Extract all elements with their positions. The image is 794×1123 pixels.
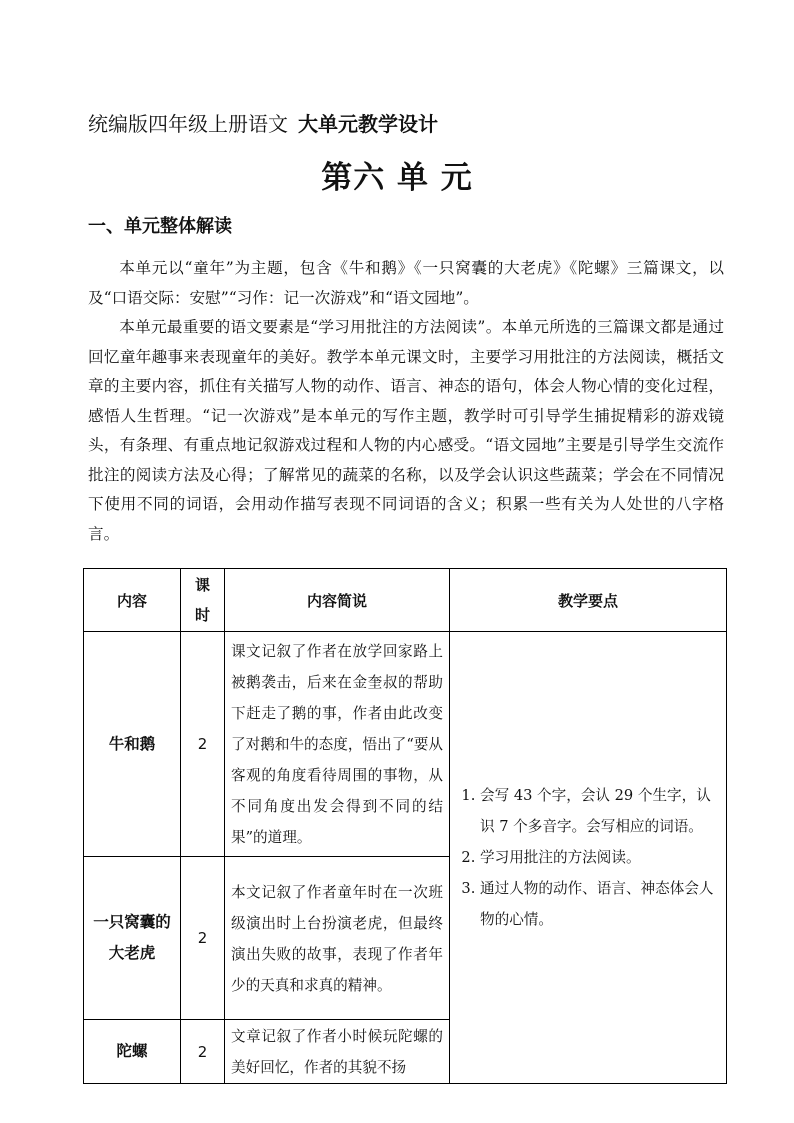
header-hours-line1: 课 [194,576,210,594]
header-content: 内容 [84,569,181,632]
table-row [84,632,727,857]
lesson-summary-text: 文章记叙了作者小时候玩陀螺的美好回忆，作者的其貌不扬 [231,1028,443,1076]
key-point-item: 2. 学习用批注的方法阅读。 [480,842,718,873]
lesson-title: 牛和鹅 [84,632,181,857]
header-hours [181,569,225,632]
lesson-hours: 2 [181,857,225,1020]
key-points-cell [450,632,727,1084]
unit-overview-table [83,568,727,1084]
intro-paragraph: 本单元以“童年”为主题，包含《牛和鹅》《一只窝囊的大老虎》《陀螺》三篇课文，以及“口语交际：安慰”“习作：记一次游戏”和“语文园地”。 [88,259,724,307]
document-subtitle-bold: 大单元教学设计 [298,112,438,136]
header-summary: 内容简说 [225,569,450,632]
section-heading: 一、单元整体解读 [88,216,232,237]
key-points-list [458,780,718,935]
lesson-summary-text: 本文记叙了作者童年时在一次班级演出时上台扮演老虎，但最终演出失败的故事，表现了作者年少的天真和求真的精神。 [231,883,443,994]
key-point-item: 3. 通过人物的动作、语言、神态体会人物的心情。 [480,873,718,935]
document-header [88,108,438,137]
key-point-item: 1. 会写 43 个字，会认 29 个生字，认识 7 个多音字。会写相应的词语。 [480,780,718,842]
lesson-summary [225,632,450,857]
lesson-title: 一只窝囊的大老虎 [84,857,181,1020]
unit-title: 第六 单 元 [321,160,473,196]
section-body [88,254,724,549]
intro-paragraph: 本单元最重要的语文要素是“学习用批注的方法阅读”。本单元所选的三篇课文都是通过回忆童年趣事来表现童年的美好。教学本单元课文时，主要学习用批注的方法阅读，概括文章的主要内容，抓住有关描写人物的动作、语言、神态的语句，体会人物心情的变化过程，感悟人生哲理。“记一次游戏”是本单元的写作主题，教学时可引导学生捕捉精彩的游戏镜头，有条理、有重点地记叙游戏过程和人物的内心感受。“语文园地”主要是引导学生交流作批注的阅读方法及心得；了解常见的蔬菜的名称，以及学会认识这些蔬菜；学会在不同情况下使用不同的词语，会用动作描写表现不同词语的含义；积累一些有关为人处世的八字格言。 [88,318,724,543]
lesson-hours: 2 [181,632,225,857]
lesson-hours: 2 [181,1020,225,1084]
lesson-title: 陀螺 [84,1020,181,1084]
header-hours-line2: 时 [194,606,210,624]
header-key-points: 教学要点 [450,569,727,632]
table-header-row [84,569,727,632]
document-subtitle: 统编版四年级上册语文 [88,112,288,136]
lesson-summary [225,857,450,1020]
lesson-summary [225,1020,450,1084]
lesson-summary-text: 课文记叙了作者在放学回家路上被鹅袭击，后来在金奎叔的帮助下赶走了鹅的事，作者由此改变了对鹅和牛的态度，悟出了“要从客观的角度看待周围的事物，从不同角度出发会得到不同的结果”的道理。 [231,643,443,846]
